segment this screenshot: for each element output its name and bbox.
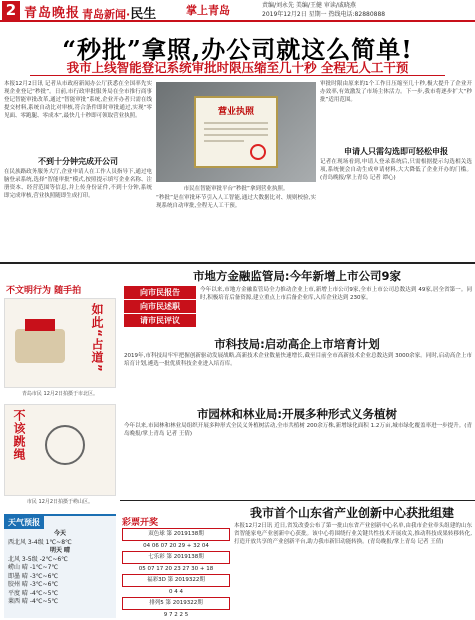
page-number: 2 <box>2 1 20 20</box>
weather-district: 胶州 晴 -3℃~6℃ <box>8 581 59 588</box>
weather-tomorrow-label: 明天 晴 <box>49 547 71 554</box>
divider <box>30 75 445 76</box>
newspaper-brand: 青岛晚报 <box>24 6 81 21</box>
side-subtitle: 申请人只需勾选即可轻松申报 <box>344 147 448 156</box>
stall-awning <box>25 319 55 331</box>
section-name: 民生 <box>130 7 157 22</box>
app-logo: 掌上青岛 <box>186 4 230 17</box>
cartoon1-caption: 青岛市民 12月2日拍摄于市北区。 <box>21 391 99 397</box>
lottery-results <box>122 528 230 620</box>
lottery-line: 04 06 07 20 29 + 32 04 <box>143 542 209 549</box>
weather-today: 西北风 3-4级 1℃~8℃ <box>8 538 72 546</box>
section-prefix: 青岛新闻· <box>82 8 131 21</box>
lottery-line: 05 07 17 20 23 27 30 + 18 <box>138 565 214 572</box>
lottery-line: 9 7 2 2 5 <box>163 611 189 618</box>
report-tag: 请市民评议 <box>124 314 196 327</box>
lottery-title: 彩票开奖 <box>122 518 159 528</box>
weather-tomorrow: 北风 3-5级 -2℃~6℃ <box>8 555 68 563</box>
tech-article-title: 市科技局:启动高企上市培育计划 <box>214 337 380 351</box>
header-meta: 责编/刘永先 美编/王健 审读/戚晓燕 2019年12月2日 星期一 热线电话:82880888 <box>262 2 386 18</box>
lottery-line: 双色球 第 2019138期 <box>122 528 230 541</box>
red-seal-icon <box>250 144 266 160</box>
section-divider <box>120 500 475 501</box>
license-title: 营业执照 <box>217 107 254 117</box>
weather-title: 天气预报 <box>4 516 44 529</box>
park-article-title: 市园林和林业局:开展多种形式义务植树 <box>196 407 398 421</box>
license-line <box>204 140 244 142</box>
stall-illustration <box>15 329 65 363</box>
park-article-body: 今年以来,市园林和林业局组织开展多种形式全民义务植树活动,全市共植树 200余万株,新增绿化面积 1.2万亩,城市绿化覆盖率进一步提升。(青岛晚报/掌上青岛 记者 王倩) <box>124 423 472 437</box>
weather-district: 崂山 晴 -1℃~7℃ <box>8 564 59 571</box>
weather-district: 莱西 晴 -4℃~5℃ <box>8 598 59 605</box>
section-divider <box>0 262 475 264</box>
bottom-article-title: 我市首个山东省产业创新中心获批组建 <box>249 506 454 520</box>
photo-caption: 市民在智能审批平台“秒批”拿到营业执照。 <box>183 186 289 192</box>
side-article-text: 记者在现场看到,申请人登录系统后,只需根据提示勾选相关选项,系统便会自动生成申请材料,大大降低了企业开办的门槛。(青岛晚报/掌上青岛 记者 谭心) <box>320 159 472 181</box>
cartoon-caption-vertical: 不该跳绳 <box>12 409 26 461</box>
market-article-title: 市地方金融监管局:今年新增上市公司9家 <box>192 269 402 283</box>
tech-article-body: 2019年,市科技局牢牢把握创新驱动发展战略,高新技术企业数量快速增长,截至目前全市高新技术企业总数达到 3000余家。同时,启动高企上市培育计划,遴选一批优质科技企业进入培育库。 <box>124 353 472 367</box>
section-title <box>82 3 156 22</box>
weather-details <box>8 530 112 607</box>
sub-headline: 我市上线智能登记系统审批时限压缩至几十秒 全程无人工干预 <box>66 60 409 75</box>
cartoon2-caption: 市民 12月2日拍摄于崂山区。 <box>26 499 94 505</box>
weather-district: 平度 晴 -4℃~5℃ <box>8 589 59 597</box>
lottery-line: 排列5 第 2019322期 <box>122 597 230 610</box>
license-line <box>204 134 268 136</box>
report-tag: 向市民报告 <box>124 286 196 299</box>
license-photo <box>156 82 316 182</box>
lottery-line: 七乐彩 第 2019138期 <box>122 551 230 564</box>
cartoon-caption-vertical: 如此“占道” <box>90 303 104 373</box>
report-tag: 向市民述职 <box>124 300 196 313</box>
civility-column-title: 不文明行为 随手拍 <box>6 286 82 296</box>
lottery-line: 0 4 4 <box>169 588 183 595</box>
lead-article-col1b: 在民族路政务服务大厅,企业申请人在工作人员指导下,通过电脑登录系统,选择“智能审批”模式,按照提示填写企业名称、注册资本、经营范围等信息,并上传身份证件,不到十分钟,系统即完成审核,营业执照随即生成打印。 <box>4 169 152 199</box>
lead-subtitle: 不到十分钟完成开公司 <box>38 157 118 166</box>
rope-illustration <box>45 425 85 465</box>
license-line <box>204 122 268 124</box>
main-headline: “秒批”拿照,办公司就这么简单! <box>62 35 413 64</box>
lead-article-col3: 审批时限由原来的1个工作日压缩至几十秒,极大提升了企业开办效率,有效激发了市场主体活力。下一步,我市将逐步扩大“秒批”适用范围。 <box>320 81 472 103</box>
bottom-article-body: 本报12月2日讯 近日,省发改委公布了第一批山东省产业创新中心名单,由我市企业牵头组建的山东省智能家电产业创新中心获批。该中心将围绕行业关键共性技术开展攻关,推动科技成果转移转化,打造开放共享的产业创新平台,助力我市新旧动能转换。(青岛晚报/掌上青岛 记者 王倩) <box>234 523 472 545</box>
cartoon-rope-skipping <box>4 404 116 496</box>
market-article-body: 今年以来,市地方金融监管局全力推动企业上市,新增上市公司9家,全市上市公司总数达到 49家,居全省第一。同时,积极培育后备资源,建立重点上市后备企业库,入库企业达到 230家。 <box>200 287 472 301</box>
weather-district: 即墨 晴 -3℃~6℃ <box>8 572 59 580</box>
cartoon-occupy-road <box>4 298 116 388</box>
license-line <box>204 128 268 130</box>
lottery-line: 福彩3D 第 2019322期 <box>122 574 230 587</box>
weather-today-label: 今天 <box>53 530 66 537</box>
business-license <box>194 96 278 168</box>
lead-article-col2: “秒批”是在审批环节引入人工智能,通过大数据比对、规则校验,实现系统自动审批,全程无人工干预。 <box>156 195 316 209</box>
lead-article-col1: 本报12月2日讯 记者从市政府新闻办公厅获悉在全国率先实现企业登记“秒批”。日前,市行政审批服务局在全市推行商事登记智能审批改革,通过“智能审批”系统,企业开办者只需在线提交材料,系统自动比对审核,符合条件即时审批通过,实现“零见面、零跑腿、零成本”,最快几十秒即可领取营业执照。 <box>4 81 152 119</box>
